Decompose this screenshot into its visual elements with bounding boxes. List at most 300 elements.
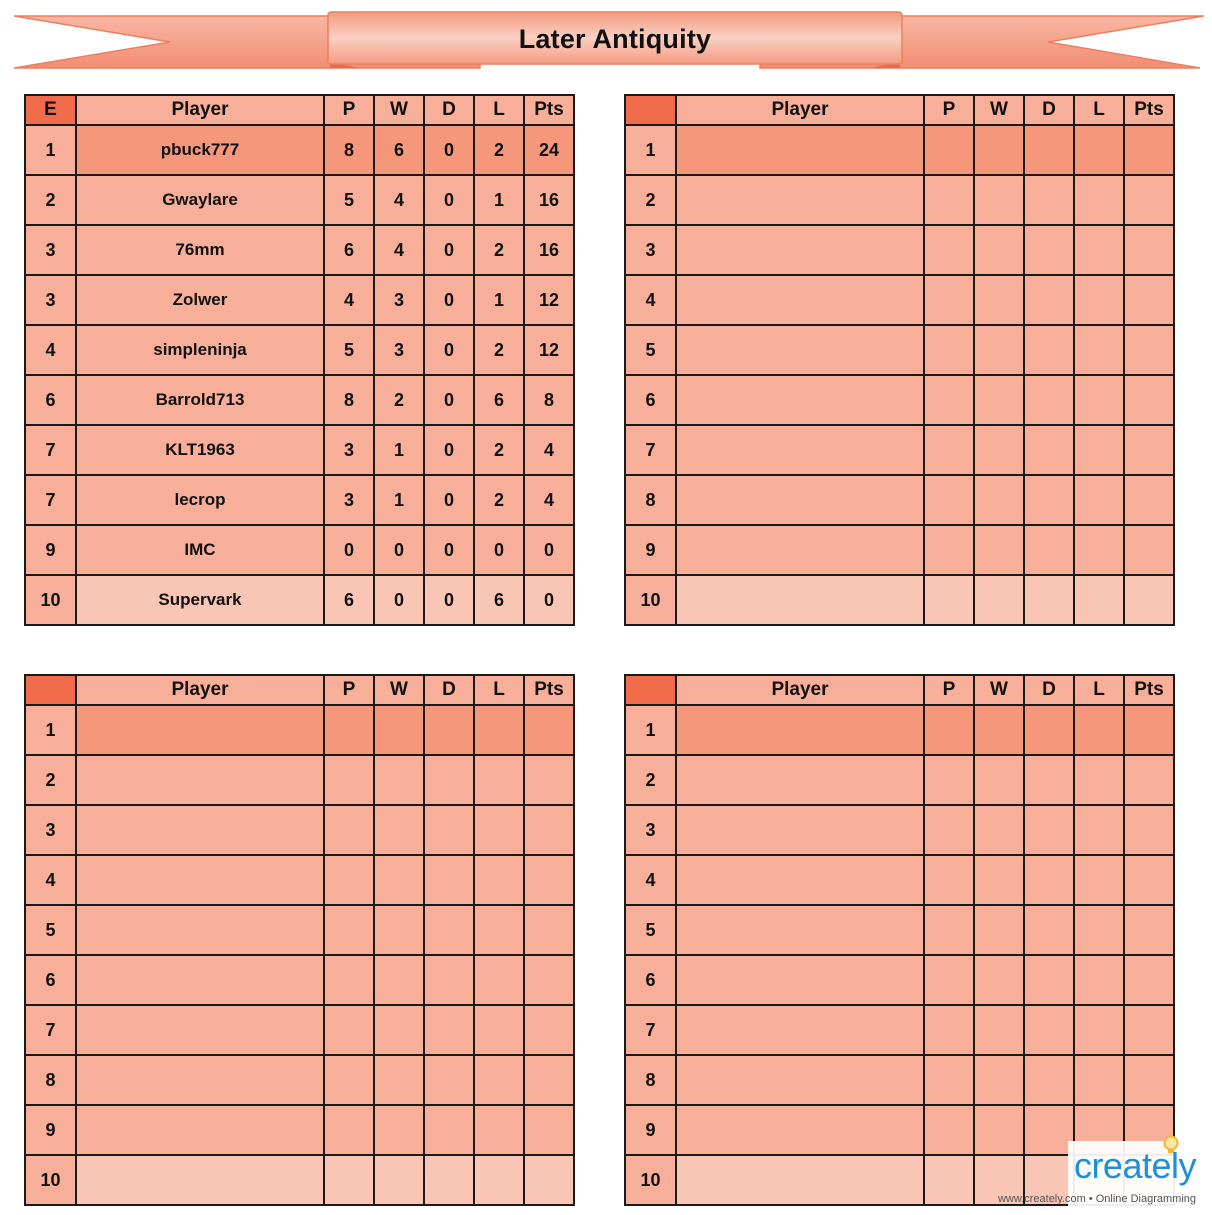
table-row <box>625 175 1174 225</box>
l-cell: 1 <box>474 175 524 225</box>
p-cell <box>924 525 974 575</box>
table-row <box>25 1155 574 1205</box>
w-cell <box>974 755 1024 805</box>
table-row <box>625 425 1174 475</box>
pts-cell: 12 <box>524 325 574 375</box>
pts-cell: 16 <box>524 175 574 225</box>
pts-cell <box>1124 905 1174 955</box>
pts-cell: 4 <box>524 475 574 525</box>
table-row <box>25 805 574 855</box>
p-cell <box>324 1005 374 1055</box>
w-cell: 2 <box>374 375 424 425</box>
rank-cell: 7 <box>25 1005 76 1055</box>
player-cell <box>76 1105 324 1155</box>
l-cell <box>1074 905 1124 955</box>
player-cell <box>76 855 324 905</box>
p-cell <box>324 905 374 955</box>
table-row <box>625 755 1174 805</box>
w-cell <box>974 905 1024 955</box>
pts-cell <box>524 1055 574 1105</box>
table-row <box>625 855 1174 905</box>
rank-cell: 4 <box>25 325 76 375</box>
l-cell: 2 <box>474 425 524 475</box>
d-cell <box>1024 575 1074 625</box>
standings-table <box>24 94 575 626</box>
p-cell <box>924 855 974 905</box>
d-cell <box>1024 475 1074 525</box>
rank-cell: 9 <box>625 1105 676 1155</box>
page-title: Later Antiquity <box>518 23 712 54</box>
pts-cell <box>524 855 574 905</box>
player-cell: lecrop <box>76 475 324 525</box>
header-row <box>25 675 574 705</box>
rank-cell: 6 <box>625 955 676 1005</box>
pts-cell: 4 <box>524 425 574 475</box>
d-cell: 0 <box>424 375 474 425</box>
rank-cell: 1 <box>625 705 676 755</box>
l-cell: 2 <box>474 125 524 175</box>
d-cell <box>1024 375 1074 425</box>
rank-cell: 8 <box>625 1055 676 1105</box>
pts-cell <box>524 805 574 855</box>
w-cell: 4 <box>374 175 424 225</box>
pts-cell <box>524 1005 574 1055</box>
table-row <box>625 225 1174 275</box>
header-row <box>625 95 1174 125</box>
player-cell <box>676 475 924 525</box>
l-cell <box>474 755 524 805</box>
l-cell <box>1074 425 1124 475</box>
rank-cell: 7 <box>625 1005 676 1055</box>
w-cell <box>974 425 1024 475</box>
w-cell <box>974 275 1024 325</box>
rank-cell: 5 <box>625 325 676 375</box>
pts-cell <box>1124 705 1174 755</box>
rank-cell: 2 <box>25 755 76 805</box>
w-cell <box>974 175 1024 225</box>
pts-cell <box>524 1105 574 1155</box>
player-cell <box>76 705 324 755</box>
table-row <box>625 955 1174 1005</box>
l-cell <box>474 1055 524 1105</box>
header-l: L <box>1074 675 1124 705</box>
w-cell <box>974 1005 1024 1055</box>
rank-cell: 4 <box>625 275 676 325</box>
p-cell <box>924 905 974 955</box>
w-cell <box>974 125 1024 175</box>
standings-table <box>624 94 1175 626</box>
w-cell <box>974 325 1024 375</box>
pts-cell: 16 <box>524 225 574 275</box>
header-w: W <box>974 675 1024 705</box>
l-cell <box>474 1005 524 1055</box>
w-cell <box>974 705 1024 755</box>
header-p: P <box>324 95 374 125</box>
l-cell <box>474 705 524 755</box>
player-cell <box>676 175 924 225</box>
player-cell <box>76 805 324 855</box>
rank-cell: 7 <box>625 425 676 475</box>
header-l: L <box>474 675 524 705</box>
table-row <box>25 1105 574 1155</box>
rank-cell: 10 <box>625 575 676 625</box>
pts-cell: 24 <box>524 125 574 175</box>
w-cell <box>374 1155 424 1205</box>
header-rank <box>625 675 676 705</box>
w-cell <box>374 1005 424 1055</box>
w-cell <box>974 1055 1024 1105</box>
pts-cell <box>524 1155 574 1205</box>
header-rank: E <box>25 95 76 125</box>
l-cell: 0 <box>474 525 524 575</box>
header-d: D <box>1024 675 1074 705</box>
p-cell <box>924 125 974 175</box>
player-cell <box>676 855 924 905</box>
pts-cell <box>524 905 574 955</box>
player-cell <box>676 1005 924 1055</box>
w-cell <box>974 475 1024 525</box>
d-cell <box>1024 275 1074 325</box>
player-cell: Gwaylare <box>76 175 324 225</box>
player-cell <box>676 1055 924 1105</box>
l-cell <box>1074 755 1124 805</box>
l-cell <box>1074 1005 1124 1055</box>
table-row <box>625 1055 1174 1105</box>
table-row <box>25 525 574 575</box>
d-cell <box>1024 1105 1074 1155</box>
p-cell <box>924 1055 974 1105</box>
rank-cell: 4 <box>25 855 76 905</box>
header-player: Player <box>76 675 324 705</box>
rank-cell: 3 <box>25 225 76 275</box>
l-cell <box>1074 475 1124 525</box>
l-cell <box>1074 325 1124 375</box>
d-cell <box>424 1055 474 1105</box>
pts-cell <box>1124 275 1174 325</box>
standings-table <box>624 674 1175 1206</box>
table-row <box>625 325 1174 375</box>
p-cell: 8 <box>324 125 374 175</box>
player-cell: 76mm <box>76 225 324 275</box>
player-cell: Supervark <box>76 575 324 625</box>
title-banner <box>0 0 1212 80</box>
player-cell: pbuck777 <box>76 125 324 175</box>
rank-cell: 3 <box>25 805 76 855</box>
l-cell <box>1074 575 1124 625</box>
pts-cell <box>1124 955 1174 1005</box>
p-cell <box>924 705 974 755</box>
p-cell <box>924 1005 974 1055</box>
l-cell <box>474 855 524 905</box>
header-l: L <box>1074 95 1124 125</box>
player-cell <box>676 1105 924 1155</box>
p-cell <box>324 805 374 855</box>
l-cell: 1 <box>474 275 524 325</box>
rank-cell: 5 <box>625 905 676 955</box>
d-cell <box>1024 1055 1074 1105</box>
w-cell <box>974 805 1024 855</box>
player-cell <box>76 755 324 805</box>
d-cell <box>1024 1005 1074 1055</box>
table-row <box>25 955 574 1005</box>
p-cell <box>924 955 974 1005</box>
w-cell <box>374 855 424 905</box>
header-w: W <box>374 675 424 705</box>
l-cell <box>1074 375 1124 425</box>
rank-cell: 10 <box>25 1155 76 1205</box>
d-cell: 0 <box>424 225 474 275</box>
table-row <box>625 125 1174 175</box>
player-cell <box>676 275 924 325</box>
l-cell <box>1074 275 1124 325</box>
player-cell <box>76 1155 324 1205</box>
l-cell <box>474 1155 524 1205</box>
player-cell <box>676 1155 924 1205</box>
d-cell <box>1024 705 1074 755</box>
d-cell <box>424 755 474 805</box>
w-cell <box>374 705 424 755</box>
d-cell <box>1024 955 1074 1005</box>
p-cell <box>924 475 974 525</box>
header-p: P <box>924 95 974 125</box>
pts-cell <box>524 705 574 755</box>
table-row <box>625 525 1174 575</box>
w-cell: 1 <box>374 475 424 525</box>
w-cell: 1 <box>374 425 424 475</box>
p-cell: 6 <box>324 225 374 275</box>
pts-cell <box>524 955 574 1005</box>
d-cell <box>424 1155 474 1205</box>
table-row <box>25 425 574 475</box>
d-cell <box>1024 225 1074 275</box>
l-cell: 2 <box>474 325 524 375</box>
d-cell <box>1024 525 1074 575</box>
pts-cell <box>1124 755 1174 805</box>
p-cell <box>924 1105 974 1155</box>
p-cell <box>924 375 974 425</box>
rank-cell: 8 <box>25 1055 76 1105</box>
w-cell <box>974 375 1024 425</box>
p-cell <box>324 855 374 905</box>
l-cell <box>474 955 524 1005</box>
p-cell: 5 <box>324 325 374 375</box>
d-cell <box>1024 425 1074 475</box>
pts-cell <box>1124 525 1174 575</box>
p-cell <box>324 955 374 1005</box>
header-l: L <box>474 95 524 125</box>
pts-cell <box>1124 175 1174 225</box>
p-cell <box>924 1155 974 1205</box>
header-pts: Pts <box>1124 675 1174 705</box>
header-player: Player <box>676 95 924 125</box>
pts-cell <box>1124 1055 1174 1105</box>
header-d: D <box>424 675 474 705</box>
d-cell <box>1024 805 1074 855</box>
w-cell: 3 <box>374 275 424 325</box>
creately-watermark <box>997 1141 1198 1207</box>
p-cell <box>924 325 974 375</box>
p-cell <box>924 225 974 275</box>
player-cell <box>676 225 924 275</box>
header-pts: Pts <box>1124 95 1174 125</box>
header-d: D <box>424 95 474 125</box>
l-cell <box>1074 855 1124 905</box>
table-row <box>625 905 1174 955</box>
d-cell <box>424 705 474 755</box>
d-cell <box>424 805 474 855</box>
d-cell: 0 <box>424 475 474 525</box>
p-cell <box>324 1055 374 1105</box>
p-cell <box>924 425 974 475</box>
w-cell <box>974 1105 1024 1155</box>
d-cell: 0 <box>424 175 474 225</box>
header-p: P <box>924 675 974 705</box>
w-cell <box>374 1055 424 1105</box>
p-cell <box>324 1105 374 1155</box>
header-w: W <box>974 95 1024 125</box>
table-row <box>25 475 574 525</box>
l-cell <box>1074 125 1124 175</box>
d-cell: 0 <box>424 525 474 575</box>
rank-cell: 10 <box>625 1155 676 1205</box>
rank-cell: 9 <box>25 1105 76 1155</box>
rank-cell: 9 <box>25 525 76 575</box>
p-cell: 5 <box>324 175 374 225</box>
l-cell <box>1074 225 1124 275</box>
d-cell: 0 <box>424 575 474 625</box>
table-row <box>25 1055 574 1105</box>
player-cell <box>76 1005 324 1055</box>
rank-cell: 5 <box>25 905 76 955</box>
p-cell <box>324 705 374 755</box>
table-row <box>25 905 574 955</box>
rank-cell: 3 <box>625 225 676 275</box>
player-cell <box>676 375 924 425</box>
p-cell: 3 <box>324 475 374 525</box>
w-cell <box>974 225 1024 275</box>
player-cell: IMC <box>76 525 324 575</box>
player-cell <box>676 805 924 855</box>
w-cell <box>374 805 424 855</box>
l-cell <box>474 805 524 855</box>
w-cell: 0 <box>374 525 424 575</box>
creately-logo: creately <box>1073 1145 1196 1186</box>
p-cell: 8 <box>324 375 374 425</box>
rank-cell: 10 <box>25 575 76 625</box>
rank-cell: 9 <box>625 525 676 575</box>
w-cell <box>974 575 1024 625</box>
d-cell <box>1024 855 1074 905</box>
d-cell <box>1024 125 1074 175</box>
pts-cell <box>1124 425 1174 475</box>
p-cell <box>924 755 974 805</box>
player-cell <box>676 755 924 805</box>
table-row <box>625 275 1174 325</box>
player-cell <box>676 575 924 625</box>
d-cell <box>424 1005 474 1055</box>
player-cell: KLT1963 <box>76 425 324 475</box>
p-cell: 4 <box>324 275 374 325</box>
l-cell <box>474 1105 524 1155</box>
rank-cell: 6 <box>625 375 676 425</box>
standings-table <box>24 674 575 1206</box>
l-cell <box>1074 1055 1124 1105</box>
p-cell: 0 <box>324 525 374 575</box>
player-cell <box>676 125 924 175</box>
pts-cell <box>1124 475 1174 525</box>
pts-cell <box>1124 225 1174 275</box>
header-player: Player <box>76 95 324 125</box>
pts-cell <box>1124 125 1174 175</box>
rank-cell: 2 <box>25 175 76 225</box>
pts-cell <box>1124 375 1174 425</box>
header-rank <box>625 95 676 125</box>
w-cell <box>374 755 424 805</box>
p-cell <box>924 575 974 625</box>
d-cell <box>424 855 474 905</box>
d-cell <box>1024 755 1074 805</box>
rank-cell: 2 <box>625 175 676 225</box>
d-cell: 0 <box>424 325 474 375</box>
table-row <box>625 375 1174 425</box>
w-cell <box>974 855 1024 905</box>
table-row <box>25 175 574 225</box>
player-cell <box>76 955 324 1005</box>
table-row <box>25 225 574 275</box>
table-row <box>25 125 574 175</box>
l-cell <box>1074 955 1124 1005</box>
table-row <box>25 275 574 325</box>
w-cell: 4 <box>374 225 424 275</box>
player-cell <box>676 705 924 755</box>
d-cell: 0 <box>424 125 474 175</box>
player-cell <box>76 1055 324 1105</box>
creately-subtitle: www.creately.com • Online Diagramming <box>997 1193 1196 1205</box>
header-w: W <box>374 95 424 125</box>
l-cell: 6 <box>474 375 524 425</box>
w-cell <box>974 955 1024 1005</box>
p-cell <box>924 175 974 225</box>
w-cell: 6 <box>374 125 424 175</box>
w-cell <box>374 1105 424 1155</box>
p-cell: 6 <box>324 575 374 625</box>
pts-cell: 12 <box>524 275 574 325</box>
pts-cell <box>1124 1005 1174 1055</box>
header-rank <box>25 675 76 705</box>
rank-cell: 1 <box>25 705 76 755</box>
table-row <box>25 375 574 425</box>
player-cell: Barrold713 <box>76 375 324 425</box>
l-cell: 2 <box>474 225 524 275</box>
rank-cell: 1 <box>25 125 76 175</box>
p-cell <box>324 1155 374 1205</box>
table-row <box>625 705 1174 755</box>
rank-cell: 6 <box>25 375 76 425</box>
d-cell <box>424 905 474 955</box>
rank-cell: 3 <box>625 805 676 855</box>
player-cell <box>676 325 924 375</box>
table-row <box>25 1005 574 1055</box>
l-cell <box>474 905 524 955</box>
pts-cell <box>524 755 574 805</box>
table-row <box>625 805 1174 855</box>
header-pts: Pts <box>524 675 574 705</box>
pts-cell: 0 <box>524 575 574 625</box>
header-row <box>25 95 574 125</box>
rank-cell: 3 <box>25 275 76 325</box>
p-cell <box>324 755 374 805</box>
d-cell <box>1024 905 1074 955</box>
